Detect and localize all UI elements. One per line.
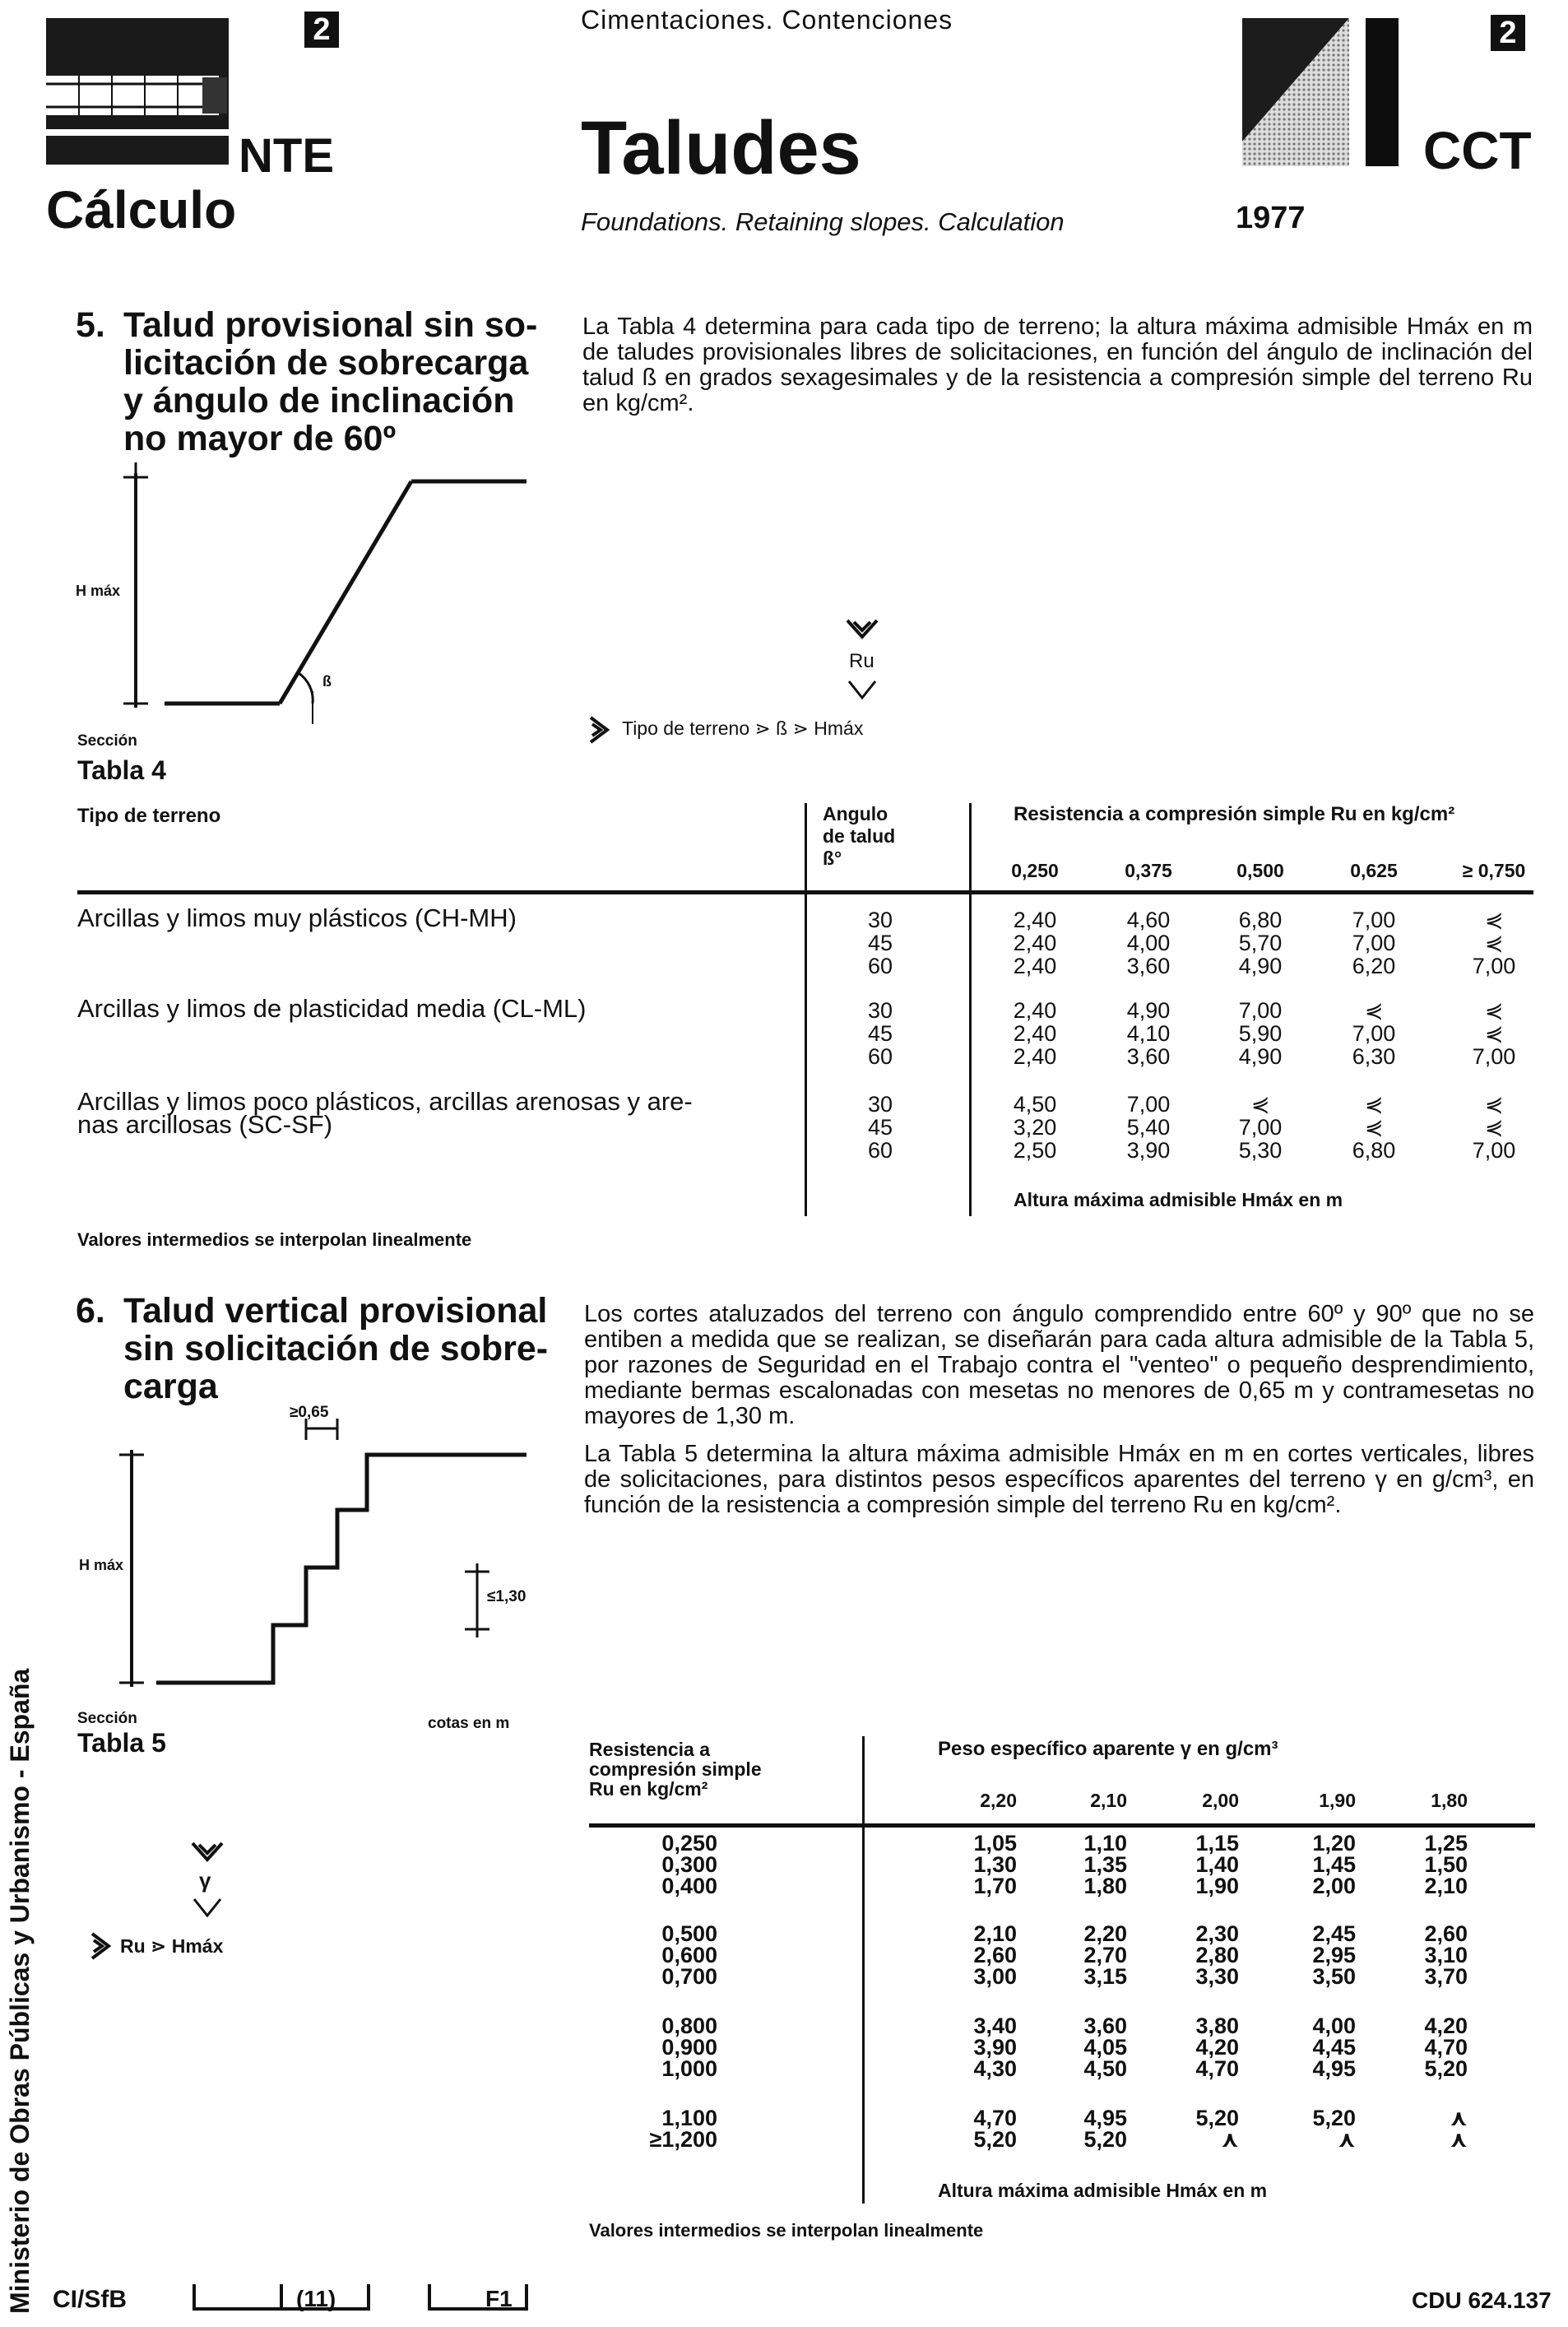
badge-left: 2 (304, 12, 339, 48)
table5-ru-header-line: compresión simple (589, 1758, 762, 1780)
section-label: Cálculo (46, 180, 237, 239)
table5-header-rule (589, 1823, 1535, 1828)
table5-value-cell: 5,20 (1195, 2106, 1239, 2130)
flow-ru-label: Ru (849, 650, 874, 672)
table4-ru-header: 0,625 (1350, 860, 1398, 881)
table4-value-cell: 2,40 (1013, 908, 1057, 932)
table5-gamma-header: 2,20 (980, 1790, 1017, 1811)
table5-value-cell: 3,30 (1195, 1964, 1239, 1989)
table4-value-cell: 4,60 (1126, 908, 1171, 932)
table4-angle-header-line: ß° (823, 848, 842, 869)
table5-col-ru-header (589, 1739, 762, 1799)
cdu-label: CDU 624.137 (1412, 2288, 1552, 2313)
section5-title-line: Talud provisional sin so- (123, 305, 538, 345)
cisfb-box2: F1 (485, 2286, 513, 2311)
table4-angle-cell: 45 (867, 931, 893, 955)
table5-value-cell: ⋏ (1450, 2106, 1468, 2130)
table4-value-cell: 3,90 (1126, 1138, 1171, 1163)
table4-soil-label: Arcillas y limos poco plásticos, arcillas arenosas y are- (77, 1087, 693, 1116)
flow-line-6: Ru ⋗ Hmáx (120, 1935, 224, 1957)
table4-angle-cell: 30 (867, 908, 893, 932)
flow-gamma-label: γ (199, 1868, 211, 1893)
badge-right: 2 (1491, 15, 1525, 51)
table4-ru-header: ≥ 0,750 (1462, 860, 1526, 881)
table4-value-cell: ⋞ (1484, 1021, 1504, 1046)
cisfb-label: CI/SfB (53, 2286, 127, 2313)
stepped-caption: Sección (77, 1710, 137, 1727)
table5-value-cell: 2,95 (1312, 1943, 1356, 1967)
table4-value-cell: ⋞ (1484, 998, 1504, 1023)
section5-title-line: licitación de sobrecarga (123, 343, 529, 383)
slope-caption: Sección (77, 732, 137, 750)
table4-value-cell: ⋞ (1364, 1115, 1384, 1140)
table5-value-cell: 1,35 (1083, 1852, 1127, 1877)
table4-value-cell: 6,80 (1352, 1138, 1396, 1163)
table4-value-cell: 7,00 (1352, 908, 1396, 932)
table4-value-cell: 5,40 (1126, 1115, 1171, 1140)
table5-value-cell: 5,20 (1083, 2127, 1127, 2152)
table5-value-cell: 4,70 (1424, 2035, 1468, 2060)
table5-value-cell: 2,10 (973, 1921, 1017, 1946)
table4-value-cell: 6,20 (1352, 954, 1396, 978)
table5-value-cell: 3,00 (973, 1964, 1017, 1989)
table5-value-cell: 5,20 (973, 2127, 1017, 2152)
ministry-side-text: Ministerio de Obras Públicas y Urbanismo - España (5, 1668, 35, 2314)
stepped-riser-label: ≤1,30 (487, 1588, 527, 1605)
table5-value-cell: 4,00 (1312, 2013, 1356, 2038)
table4-value-cell: 6,80 (1238, 908, 1283, 932)
table4-value-cell: 7,00 (1352, 931, 1396, 955)
table4-angle-cell: 30 (867, 1092, 893, 1117)
table4-ru-header: 0,375 (1125, 860, 1172, 881)
table5-value-cell: 4,45 (1312, 2035, 1356, 2060)
table5-ru-cell: 1,000 (661, 2056, 717, 2081)
table5-ru-header-line: Resistencia a (589, 1739, 711, 1760)
table4-value-cell: 2,40 (1013, 998, 1057, 1023)
table4-value-cell: 7,00 (1472, 1044, 1516, 1069)
table5-value-cell: 2,30 (1195, 1921, 1239, 1946)
table5-value-cell: 3,80 (1195, 2013, 1239, 2038)
stepped-width-label: ≥0,65 (290, 1404, 329, 1421)
section6-title-line: carga (123, 1367, 218, 1406)
table5-col-group-header: Peso específico aparente γ en g/cm³ (938, 1738, 1278, 1760)
table5-value-cell: 1,40 (1195, 1852, 1239, 1877)
table5-value-cell: 4,50 (1083, 2056, 1127, 2081)
table5-value-cell: ⋏ (1450, 2127, 1468, 2152)
table4-value-cell: 6,30 (1352, 1044, 1396, 1069)
table5-ru-cell: 0,300 (661, 1852, 717, 1877)
table4-value-cell: 5,90 (1238, 1021, 1283, 1046)
table4-value-cell: 2,40 (1013, 1021, 1057, 1046)
table4-value-cell: 4,90 (1126, 998, 1171, 1023)
table4-value-cell: 2,50 (1013, 1138, 1057, 1163)
table4-value-cell: ⋞ (1484, 908, 1504, 932)
series-label: NTE (239, 129, 334, 183)
table5-ru-cell: ≥1,200 (649, 2127, 717, 2152)
table5-value-cell: 2,20 (1083, 1921, 1127, 1946)
table4-angle-cell: 60 (867, 954, 893, 978)
table5-ru-cell: 0,600 (661, 1943, 717, 1967)
table5-ru-header-line: Ru en kg/cm² (589, 1778, 708, 1800)
slope-angle-label: ß (322, 673, 332, 690)
table4-angle-cell: 60 (867, 1138, 893, 1163)
slope-h-label: H máx (76, 583, 121, 599)
table4-value-cell: 4,00 (1126, 931, 1171, 955)
table5-value-cell: 3,40 (973, 2013, 1017, 2038)
table4-angle-cell: 30 (867, 998, 893, 1023)
table4-ru-header: 0,250 (1011, 860, 1059, 881)
section6-paragraph1: Los cortes ataluzados del terreno con ángulo comprendido entre 60º y 90º que no se entiben a medida que se realizan, se diseñarán para cada altura admisible de la Tabla 5, por razones de Seguridad en el Trabajo contra el "venteo" o pequeño desprendimiento, mediante bermas escalonadas con mesetas no menores de 0,65 m y contramesetas no mayores de 1,30 m. (584, 1301, 1534, 1429)
stepped-h-label: H máx (79, 1557, 124, 1573)
table5-gamma-header: 2,00 (1202, 1790, 1239, 1811)
table4-angle-cell: 45 (867, 1021, 893, 1046)
section6-number: 6. (76, 1291, 105, 1331)
table4-value-cell: ⋞ (1364, 998, 1384, 1023)
table5-ru-cell: 0,250 (661, 1831, 717, 1856)
doc-year: 1977 (1236, 201, 1306, 235)
table5-footer-label: Altura máxima admisible Hmáx en m (938, 2180, 1268, 2201)
table4-angle-header-line: de talud (823, 825, 896, 847)
table5-note: Valores intermedios se interpolan linealmente (589, 2220, 984, 2241)
table4-value-cell: 2,40 (1013, 954, 1057, 978)
table5-value-cell: ⋏ (1338, 2127, 1356, 2152)
table5-value-cell: 3,60 (1083, 2013, 1127, 2038)
table5-gamma-header: 1,80 (1431, 1790, 1468, 1811)
table5-value-cell: 3,10 (1424, 1943, 1468, 1967)
table5-value-cell: 5,20 (1312, 2106, 1356, 2130)
table5-value-cell: 2,80 (1195, 1943, 1239, 1967)
table4-value-cell: 7,00 (1238, 1115, 1283, 1140)
table5-value-cell: 4,30 (973, 2056, 1017, 2081)
table5-value-cell: 1,70 (973, 1874, 1017, 1898)
table5-ru-cell: 0,400 (661, 1874, 717, 1898)
table5-value-cell: 3,70 (1424, 1964, 1468, 1989)
table4-angle-cell: 60 (867, 1044, 893, 1069)
table4-value-cell: 7,00 (1352, 1021, 1396, 1046)
table5-value-cell: 1,10 (1083, 1831, 1127, 1856)
table5-value-cell: 4,20 (1424, 2013, 1468, 2038)
category-label: Cimentaciones. Contenciones (581, 5, 953, 35)
section6-paragraph2: La Tabla 5 determina la altura máxima admisible Hmáx en m en cortes verticales, libres de solicitaciones, para distintos pesos específicos aparentes del terreno γ en g/cm³, en función de la resistencia a compresión simple del terreno Ru en kg/cm². (584, 1441, 1534, 1518)
table5-value-cell: 1,25 (1424, 1831, 1468, 1856)
table5-value-cell: 2,70 (1083, 1943, 1127, 1967)
table4-soil-label: Arcillas y limos de plasticidad media (CL-ML) (77, 994, 587, 1023)
section5-title-line: y ángulo de inclinación (123, 381, 515, 420)
table4-col-group-header: Resistencia a compresión simple Ru en kg/cm² (1014, 803, 1455, 825)
table5-value-cell: ⋏ (1221, 2127, 1239, 2152)
table5-vline (862, 1736, 865, 2204)
table4-value-cell: 3,60 (1126, 954, 1171, 978)
table4-footer-label: Altura máxima admisible Hmáx en m (1014, 1189, 1343, 1210)
table5-value-cell: 4,20 (1195, 2035, 1239, 2060)
flow-line-5: Tipo de terreno ⋗ ß ⋗ Hmáx (622, 718, 864, 739)
table5-value-cell: 4,95 (1083, 2106, 1127, 2130)
table5-gamma-header: 1,90 (1319, 1790, 1356, 1811)
table4-value-cell: 3,20 (1013, 1115, 1057, 1140)
section6-title-line: sin solicitación de sobre- (123, 1329, 549, 1368)
table5-value-cell: 1,90 (1195, 1874, 1239, 1898)
table5-ru-cell: 1,100 (661, 2106, 717, 2130)
table5-value-cell: 4,70 (1195, 2056, 1239, 2081)
table4-value-cell: ⋞ (1250, 1092, 1270, 1117)
table5-value-cell: 3,50 (1312, 1964, 1356, 1989)
table5-value-cell: 3,15 (1083, 1964, 1127, 1989)
table5-value-cell: 2,60 (1424, 1921, 1468, 1946)
doc-code: CCT (1423, 121, 1532, 180)
table4-caption: Tabla 4 (77, 755, 166, 785)
table4-value-cell: 4,90 (1238, 1044, 1283, 1069)
page-subtitle: Foundations. Retaining slopes. Calculation (581, 207, 1065, 236)
table4-note: Valores intermedios se interpolan linealmente (77, 1229, 472, 1250)
table4-value-cell: ⋞ (1364, 1092, 1384, 1117)
table5-value-cell: 1,20 (1312, 1831, 1356, 1856)
table5-value-cell: 1,30 (973, 1852, 1017, 1877)
table4-angle-header-line: Angulo (823, 803, 888, 824)
table4-value-cell: 7,00 (1238, 998, 1283, 1023)
table4-value-cell: 7,00 (1126, 1092, 1171, 1117)
table4-value-cell: ⋞ (1484, 931, 1504, 955)
table4-value-cell: 5,70 (1238, 931, 1283, 955)
table5-ru-cell: 0,800 (661, 2013, 717, 2038)
section6-title-line: Talud vertical provisional (123, 1291, 548, 1331)
table4-value-cell: ⋞ (1484, 1092, 1504, 1117)
stepped-units: cotas en m (428, 1715, 510, 1732)
table5-value-cell: 4,05 (1083, 2035, 1127, 2060)
table4-value-cell: 4,50 (1013, 1092, 1057, 1117)
table5-value-cell: 1,15 (1195, 1831, 1239, 1856)
table4-col-type-header: Tipo de terreno (77, 805, 221, 827)
table5-value-cell: 4,70 (973, 2106, 1017, 2130)
table4-value-cell: ⋞ (1484, 1115, 1504, 1140)
table5-value-cell: 5,20 (1424, 2056, 1468, 2081)
section5-paragraph: La Tabla 4 determina para cada tipo de terreno; la altura máxima admisible Hmáx en m de taludes provisionales libres de solicitaciones, en función del ángulo de inclinación del talud ß en grados sexagesimales y de la resistencia a compresión simple del terreno Ru en kg/cm². (582, 314, 1533, 416)
table4-value-cell: 7,00 (1472, 954, 1516, 978)
table4-value-cell: 2,40 (1013, 931, 1057, 955)
table4-value-cell: 5,30 (1238, 1138, 1283, 1163)
table5-value-cell: 1,50 (1424, 1852, 1468, 1877)
table4-value-cell: 2,40 (1013, 1044, 1057, 1069)
table5-value-cell: 1,45 (1312, 1852, 1356, 1877)
table4-ru-header: 0,500 (1236, 860, 1284, 881)
table5-value-cell: 2,10 (1424, 1874, 1468, 1898)
table5-caption: Tabla 5 (77, 1728, 166, 1758)
cisfb-box1: (11) (296, 2286, 336, 2311)
table5-value-cell: 4,95 (1312, 2056, 1356, 2081)
table5-gamma-header: 2,10 (1090, 1790, 1127, 1811)
table5-value-cell: 2,60 (973, 1943, 1017, 1967)
table4-soil-label: nas arcillosas (SC-SF) (77, 1110, 333, 1139)
table4-angle-cell: 45 (867, 1115, 893, 1140)
table4-soil-label: Arcillas y limos muy plásticos (CH-MH) (77, 903, 517, 932)
table5-ru-cell: 0,500 (661, 1921, 717, 1946)
table4-value-cell: 7,00 (1472, 1138, 1516, 1163)
table5-value-cell: 2,45 (1312, 1921, 1356, 1946)
table4-value-cell: 4,10 (1126, 1021, 1171, 1046)
table5-value-cell: 2,00 (1312, 1874, 1356, 1898)
table5-ru-cell: 0,900 (661, 2035, 717, 2060)
section5-title-line: no mayor de 60º (123, 419, 397, 458)
table4-value-cell: 3,60 (1126, 1044, 1171, 1069)
page-title: Taludes (581, 106, 861, 190)
table5-ru-cell: 0,700 (661, 1964, 717, 1989)
section5-number: 5. (76, 305, 105, 345)
cisfb-boxes (191, 2281, 536, 2314)
table4-value-cell: 4,90 (1238, 954, 1283, 978)
table5-value-cell: 3,90 (973, 2035, 1017, 2060)
table5-value-cell: 1,05 (973, 1831, 1017, 1856)
table5-value-cell: 1,80 (1083, 1874, 1127, 1898)
